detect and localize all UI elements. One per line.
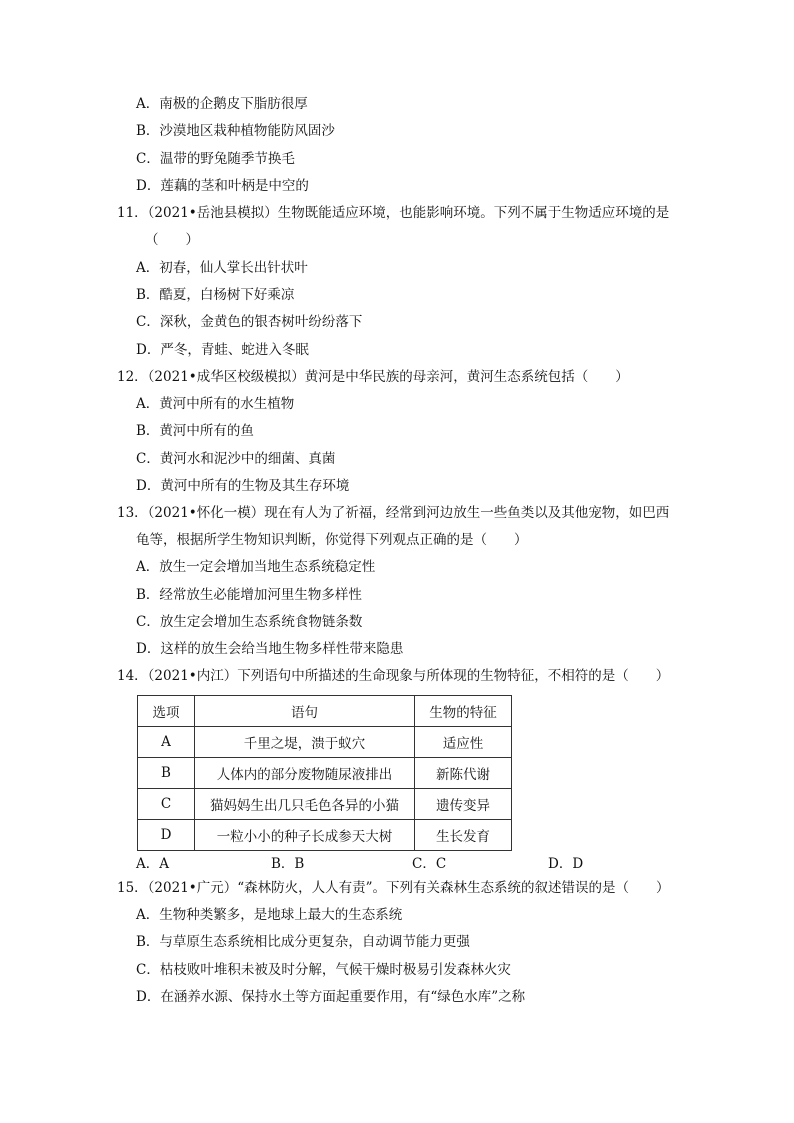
q12-option-a: A．黄河中所有的水生植物 [136, 396, 295, 412]
q11-stem-cont: （ ） [145, 232, 199, 248]
q10-option-a: A．南极的企鹅皮下脂肪很厚 [136, 96, 308, 112]
table-row [138, 789, 512, 820]
table-cell: 猫妈妈生出几只毛色各异的小猫 [195, 789, 415, 820]
table-cell: 生长发育 [415, 820, 512, 851]
q12-stem: 12．（2021•成华区校级模拟）黄河是中华民族的母亲河，黄河生态系统包括（ ） [117, 369, 629, 385]
q13-stem: 13．（2021•怀化一模）现在有人为了祈福，经常到河边放生一些鱼类以及其他宠物，如巴西 [117, 505, 670, 521]
q13-option-d: D．这样的放生会给当地生物多样性带来隐患 [136, 641, 404, 657]
q11-option-c: C．深秋，金黄色的银杏树叶纷纷落下 [136, 314, 363, 330]
table-header-row [138, 696, 512, 727]
table-row [138, 727, 512, 758]
table-cell: D [138, 820, 195, 851]
q14-table [137, 695, 512, 851]
table-cell: 千里之堤，溃于蚁穴 [195, 727, 415, 758]
table-header-cell: 选项 [138, 696, 195, 727]
table-cell: 人体内的部分废物随尿液排出 [195, 758, 415, 789]
q13-option-c: C．放生定会增加生态系统食物链条数 [136, 614, 363, 630]
table-cell: C [138, 789, 195, 820]
q14-option-d: D．D [548, 856, 584, 872]
table-row [138, 820, 512, 851]
q14-option-b: B．B [271, 856, 305, 872]
table-cell: 适应性 [415, 727, 512, 758]
q10-option-d: D．莲藕的茎和叶柄是中空的 [136, 178, 309, 194]
table-row [138, 758, 512, 789]
q14-stem: 14．（2021•内江）下列语句中所描述的生命现象与所体现的生物特征，不相符的是（ ） [117, 668, 670, 684]
table-cell: B [138, 758, 195, 789]
q11-option-d: D．严冬，青蛙、蛇进入冬眠 [136, 342, 309, 358]
q10-option-b: B．沙漠地区栽种植物能防风固沙 [136, 123, 335, 139]
q13-option-b: B．经常放生必能增加河里生物多样性 [136, 587, 362, 603]
q13-option-a: A．放生一定会增加当地生态系统稳定性 [136, 559, 376, 575]
table-cell: 一粒小小的种子长成参天大树 [195, 820, 415, 851]
table-cell: A [138, 727, 195, 758]
q15-option-d: D．在涵养水源、保持水土等方面起重要作用，有“绿色水库”之称 [136, 989, 526, 1005]
q11-option-b: B．酷夏，白杨树下好乘凉 [136, 287, 295, 303]
q11-option-a: A．初春，仙人掌长出针状叶 [136, 260, 308, 276]
q15-option-a: A．生物种类繁多，是地球上最大的生态系统 [136, 907, 403, 923]
q15-stem: 15．（2021•广元）“森林防火，人人有责”。下列有关森林生态系统的叙述错误的是（ ） [117, 880, 670, 896]
q11-stem: 11．（2021•岳池县模拟）生物既能适应环境，也能影响环境。下列不属于生物适应环境的是 [117, 205, 670, 221]
table-cell: 遗传变异 [415, 789, 512, 820]
q12-option-b: B．黄河中所有的鱼 [136, 423, 254, 439]
q10-option-c: C．温带的野兔随季节换毛 [136, 151, 295, 167]
q12-option-d: D．黄河中所有的生物及其生存环境 [136, 478, 350, 494]
table-header-cell: 生物的特征 [415, 696, 512, 727]
q14-option-c: C．C [412, 856, 447, 872]
q13-stem-cont: 龟等，根据所学生物知识判断，你觉得下列观点正确的是（ ） [136, 532, 528, 548]
table-header-cell: 语句 [195, 696, 415, 727]
table-cell: 新陈代谢 [415, 758, 512, 789]
q15-option-b: B．与草原生态系统相比成分更复杂，自动调节能力更强 [136, 934, 470, 950]
q12-option-c: C．黄河水和泥沙中的细菌、真菌 [136, 451, 336, 467]
q15-option-c: C．枯枝败叶堆积未被及时分解，气候干燥时极易引发森林火灾 [136, 962, 511, 978]
q14-option-a: A．A [136, 856, 169, 872]
